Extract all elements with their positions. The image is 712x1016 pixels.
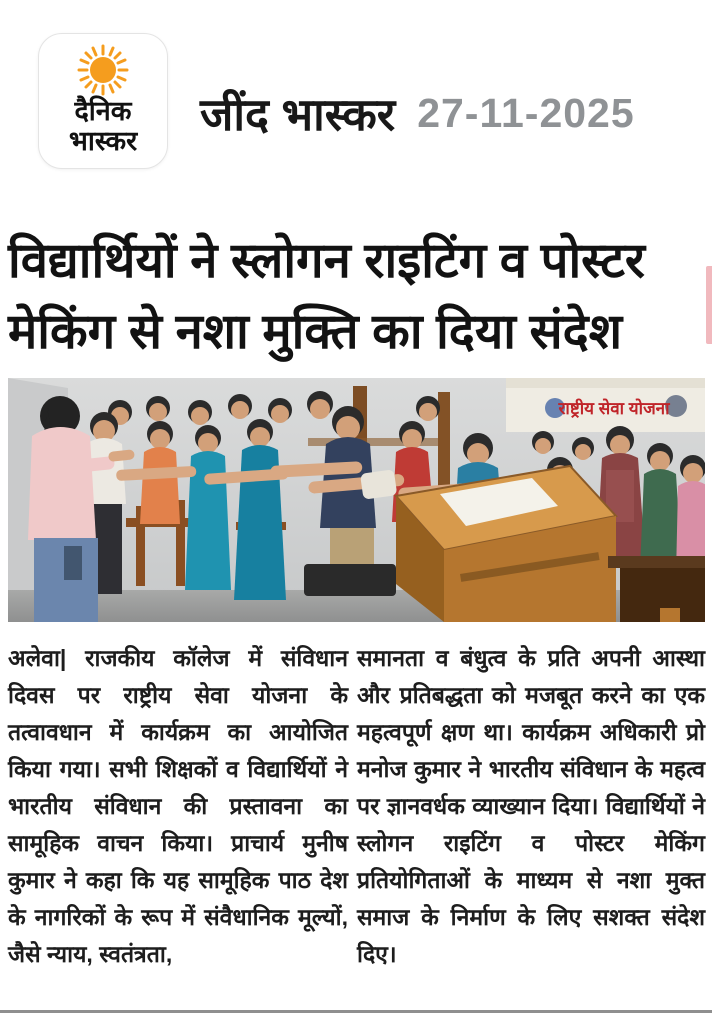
article-photo [8,378,705,622]
edition-title: जींद भास्कर [200,88,396,140]
dainik-bhaskar-logo [38,33,168,169]
nss-banner-text: राष्ट्रीय सेवा योजना [558,399,670,418]
article-column-right: समानता व बंधुत्व के प्रति अपनी आस्था और प्रतिबद्धता को मजबूत करने का एक महत्वपूर्ण क्षण था। कार्यक्रम अधिकारी प्रो मनोज कुमार ने भारतीय संविधान के महत्व पर ज्ञानवर्धक व्याख्यान दिया। विद्यार्थियों ने स्लोगन राइटिंग व पोस्टर मेकिंग प्रतियोगिताओं के माध्यम से नशा मुक्त समाज के निर्माण के लिए सशक्त संदेश दिए। [357,645,705,967]
article-body [8,640,705,1008]
article-column-left: अलेवा| राजकीय कॉलेज में संविधान दिवस पर राष्ट्रीय सेवा योजना के तत्वावधान में कार्यक्रम का आयोजित किया गया। सभी शिक्षकों व विद्यार्थियों ने भारतीय संविधान की प्रस्तावना का सामूहिक वाचन किया। प्राचार्य मुनीष कुमार ने कहा कि यह सामूहिक पाठ देश के नागरिकों के रूप में संवैधानिक मूल्यों, जैसे न्याय, स्वतंत्रता, [8,645,348,967]
logo-text-line1: दैनिक [74,96,132,126]
edition-date: 27-11-2025 [417,89,635,136]
sunburst-icon [77,44,129,96]
masthead [0,0,712,215]
logo-text-line2: भास्कर [68,126,138,156]
classroom-pledge-illustration [8,378,705,622]
masthead-title-row [200,78,700,148]
headline-line1: विद्यार्थियों ने स्लोगन राइटिंग व पोस्टर [8,234,645,288]
bottom-divider [0,1010,712,1013]
article-headline [8,226,708,368]
cropped-neighbor-sliver [706,266,712,344]
headline-line2: मेकिंग से नशा मुक्ति का दिया संदेश [8,305,623,359]
